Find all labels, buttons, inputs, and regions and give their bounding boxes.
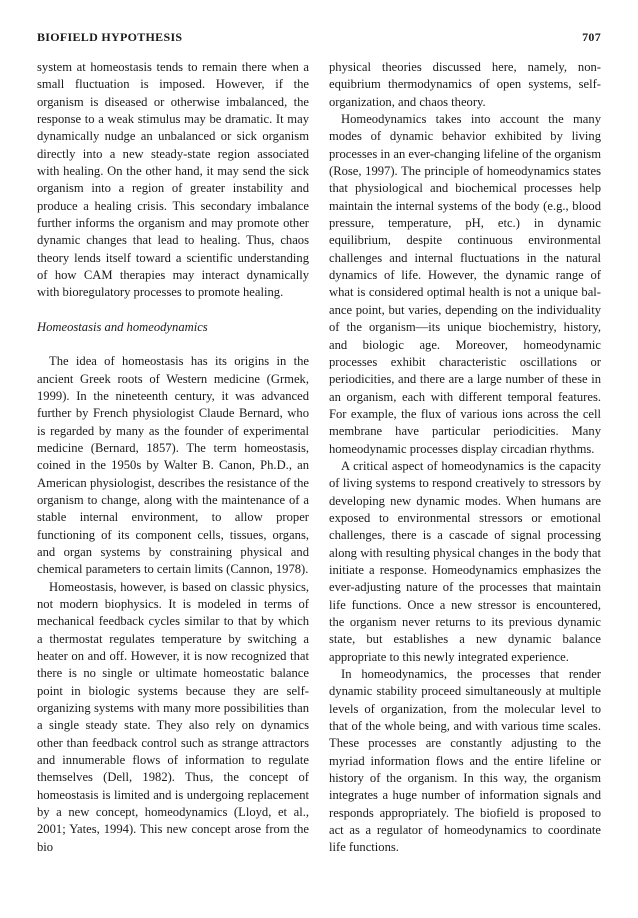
running-header [37, 30, 601, 48]
paragraph: system at homeostasis tends to remain there when a small fluctuation is imposed. However, if the organism is diseased or otherwise imbalanced, the response to a weak stimulus may be dramatic. It may dynamically nudge an unbalanced or sick organism directly into a new steady-state region associated with healing. On the other hand, it may send the sick organism into a region of greater instability and produce a healing crisis. This secondary imbalance further informs the organism and may promote other dynamic changes that lead to healing. Thus, chaos theory lends itself toward a scientific understanding of how CAM therapies may interact dynamically with bioregulatory processes to promote healing. [37, 60, 309, 300]
right-column [329, 59, 601, 857]
paragraph: A critical aspect of homeodynamics is the capacity of living systems to respond creatively to stressors by developing new dynamic modes. When humans are exposed to environmental stressors or emotional challenges, there is a cascade of signal processing along with resulting physical changes in the body that initiate a response. Homeodynamics emphasizes the ever-adjusting nature of the processes that maintain life functions. Once a new stressor is encountered, the organism never returns to its previous dynamic state, but establishes a new dynamic balance appropriate to this newly integrated experience. [329, 458, 601, 664]
left-column [37, 59, 309, 856]
paragraph: The idea of homeostasis has its origins in the ancient Greek roots of Western medicine (Grmek, 1999). In the nineteenth century, it was advanced further by French physiologist Claude Bernard, who is regarded by many as the founder of experimental medicine (Bernard, 1857). The term homeostasis, coined in the 1950s by Walter B. Canon, Ph.D., an American physiologist, describes the resistance of the organism to change, along with the maintenance of a stable internal environment, to allow proper functioning of its component cells, tissues, organs, and organ systems by constraining physical and chemical parameters to certain limits (Cannon, 1978). [37, 354, 309, 577]
running-title: BIOFIELD HYPOTHESIS [37, 30, 183, 44]
section-heading: Homeostasis and homeodynamics [37, 319, 208, 334]
paragraph: In homeodynamics, the processes that render dynamic stability proceed simultaneously at multiple levels of organization, from the molecular level to that of the whole being, and with various time scales. These processes are constantly adjusting to the myriad information flows and the entire lifeline or history of the organism. In this way, the organism integrates a huge number of information signals and responds appropriately. The biofield is proposed to act as a regulator of homeodynamics to coordinate life functions. [329, 667, 601, 855]
paragraph: physical theories discussed here, namely, nonequibrium thermodynamics of open systems, self-organization, and chaos theory. [329, 60, 601, 109]
paragraph: Homeostasis, however, is based on classic physics, not modern biophysics. It is modeled in terms of mechanical feedback cycles similar to that by which a thermostat regulates temperature by switching a heater on and off. However, it is now recognized that there is no single or ultimate homeostatic balance point in biologic systems because they are self-organizing systems with many more possibilities than a single steady state. They also rely on dynamics other than feedback control such as strange attractors and innumerable flows of information to regulate themselves (Dell, 1982). Thus, the concept of homeostasis is limited and is undergoing replacement by a new concept, homeodynamics (Lloyd, et al., 2001; Yates, 1994). This new concept arose from the bio [37, 579, 309, 854]
paragraph: Homeodynamics takes into account the many modes of dynamic behavior exhibited by living processes in an ever-changing lifeline of the organism (Rose, 1997). The principle of homeodynamics states that physiological and biochemical processes help maintain the internal systems of the body (e.g., blood pressure, temperature, pH, etc.) in dynamic equilibrium, despite continuous environmental challenges and internal fluctuations in the natural dynamics of life. However, the dynamic range of what is considered optimal health is not a unique balance point, but varies, depending on the individuality of the organism—its unique biochemistry, history, and biologic age. Moreover, homeodynamic processes exhibit characteristic oscillations or periodicities, and there are a large number of these in an organism, each with different temporal features. For example, the flux of various ions across the cell membrane have particular periodicities. Many homeodynamic processes display circadian rhythms. [329, 112, 601, 456]
page-number: 707 [582, 30, 601, 44]
